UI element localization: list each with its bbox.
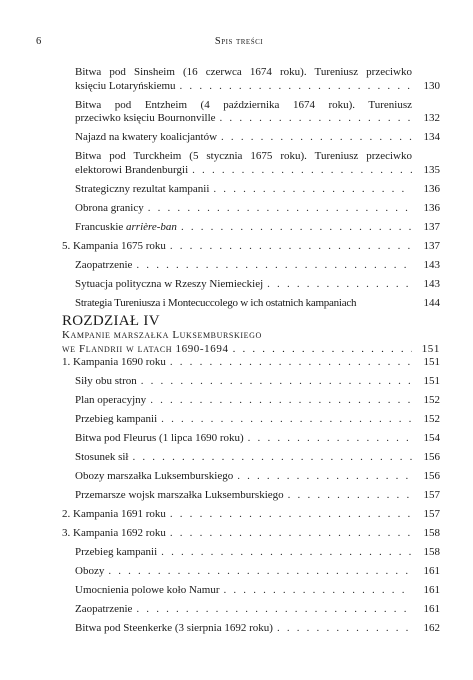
entry-title: Bitwa pod Steenkerke (3 sierpnia 1692 roku) xyxy=(75,622,273,634)
entry-title: 2. Kampania 1691 roku xyxy=(62,508,166,520)
toc-entry xyxy=(62,622,440,636)
toc-entry xyxy=(62,66,440,93)
running-title: Spis treści xyxy=(214,36,264,47)
page-ref: 130 xyxy=(423,79,440,92)
page-ref: 152 xyxy=(423,413,440,425)
leader-dots xyxy=(132,451,412,465)
toc-part-2 xyxy=(62,356,440,641)
entry-title: przeciwko księciu Bournonville xyxy=(75,112,216,124)
entry-title: Bitwa pod Fleurus (1 lipca 1690 roku) xyxy=(75,432,244,444)
toc-entry xyxy=(62,565,440,579)
page-ref: 157 xyxy=(423,489,440,501)
toc-entry xyxy=(62,99,440,126)
toc-entry xyxy=(62,584,440,598)
toc-entry xyxy=(62,470,440,484)
leader-dots xyxy=(136,259,412,273)
leader-dots xyxy=(161,413,412,427)
entry-title: Zaopatrzenie xyxy=(75,603,133,615)
toc-part-1 xyxy=(62,66,440,316)
leader-dots xyxy=(136,603,412,617)
leader-dots xyxy=(233,343,412,357)
entry-title: 1. Kampania 1690 roku xyxy=(62,356,166,368)
toc-entry xyxy=(62,508,440,522)
leader-dots xyxy=(170,240,412,254)
entry-title: Obrona granicy xyxy=(75,201,144,214)
leader-dots xyxy=(170,356,412,370)
toc-entry xyxy=(62,546,440,560)
leader-dots xyxy=(277,622,412,636)
entry-title-line-1: Bitwa pod Sinsheim (16 czerwca 1674 roku). Tureniusz przeciwko xyxy=(75,66,412,78)
leader-dots xyxy=(148,202,412,216)
entry-title: Najazd na kwatery koalicjantów xyxy=(75,131,218,143)
entry-title-line-1: Bitwa pod Entzheim (4 października 1674 roku). Tureniusz xyxy=(75,98,412,111)
page-ref: 136 xyxy=(423,201,440,214)
entry-title: Zaopatrzenie xyxy=(75,258,133,271)
toc-entry xyxy=(62,150,440,177)
leader-dots xyxy=(237,470,412,484)
leader-dots xyxy=(288,489,412,503)
toc-entry xyxy=(62,240,440,254)
toc-entry xyxy=(62,527,440,541)
toc-entry xyxy=(62,603,440,617)
entry-title: księciu Lotaryńskiemu xyxy=(75,79,176,92)
entry-title: Przemarsze wojsk marszałka Luksemburskiego xyxy=(75,489,284,501)
leader-dots xyxy=(161,546,412,560)
entry-title: Obozy marszałka Luksemburskiego xyxy=(75,470,234,482)
page-ref: 158 xyxy=(423,527,440,539)
toc-entry xyxy=(62,259,440,273)
page-ref: 151 xyxy=(421,342,440,355)
page-ref: 152 xyxy=(423,394,440,406)
leader-dots xyxy=(221,131,412,145)
entry-title: Sytuacja polityczna w Rzeszy Niemieckiej xyxy=(75,277,264,290)
toc-entry xyxy=(62,297,440,311)
toc-entry xyxy=(62,221,440,235)
leader-dots xyxy=(213,183,412,197)
page-ref: 158 xyxy=(423,546,440,558)
entry-title-italic: arrière-ban xyxy=(126,220,177,233)
entry-title: Obozy xyxy=(75,565,105,577)
leader-dots xyxy=(141,375,412,389)
toc-entry xyxy=(62,413,440,427)
entry-title-pre: Francuskie xyxy=(75,220,127,233)
entry-title: Plan operacyjny xyxy=(75,394,147,406)
toc-entry xyxy=(62,394,440,408)
page-ref: 137 xyxy=(423,239,440,252)
toc-entry xyxy=(62,432,440,446)
entry-title: Siły obu stron xyxy=(75,375,137,387)
entry-title: 5. Kampania 1675 roku xyxy=(62,239,166,252)
toc-entry xyxy=(62,451,440,465)
entry-title: 3. Kampania 1692 roku xyxy=(62,527,166,539)
leader-dots xyxy=(248,432,412,446)
chapter-subtitle-line-1: Kampanie marszałka Luksemburskiego xyxy=(62,329,262,341)
page-ref: 132 xyxy=(423,112,440,124)
leader-dots xyxy=(170,508,412,522)
entry-title-line-1: Bitwa pod Turckheim (5 stycznia 1675 roku). Tureniusz przeciwko xyxy=(75,150,412,162)
leader-dots xyxy=(108,565,412,579)
leader-dots xyxy=(224,584,413,598)
page-ref: 151 xyxy=(423,375,440,387)
toc-entry xyxy=(62,183,440,197)
chapter-title: ROZDZIAŁ IV xyxy=(62,313,160,329)
entry-title xyxy=(75,221,177,235)
page-ref: 156 xyxy=(423,451,440,463)
chapter-subtitle-text: we Flandrii w latach 1690-1694 xyxy=(62,342,229,355)
toc-entry xyxy=(62,375,440,389)
page-number: 6 xyxy=(36,36,42,47)
toc-entry xyxy=(62,131,440,145)
toc-entry xyxy=(62,356,440,370)
chapter-subtitle-line-2 xyxy=(62,343,440,357)
leader-dots xyxy=(181,221,412,235)
leader-dots xyxy=(170,527,412,541)
page-ref: 143 xyxy=(423,258,440,271)
leader-dots xyxy=(267,278,412,292)
entry-title: elektorowi Brandenburgii xyxy=(75,163,189,176)
page-ref: 136 xyxy=(423,182,440,195)
toc-entry xyxy=(62,489,440,503)
entry-title: Strategiczny rezultat kampanii xyxy=(75,182,210,195)
page-ref: 157 xyxy=(423,508,440,520)
toc-entry xyxy=(62,202,440,216)
entry-title: Umocnienia polowe koło Namur xyxy=(75,584,220,596)
leader-dots xyxy=(192,164,412,178)
entry-title: Przebieg kampanii xyxy=(75,546,158,558)
page-ref: 143 xyxy=(423,277,440,290)
page-ref: 156 xyxy=(423,470,440,482)
page-ref: 154 xyxy=(423,432,440,444)
entry-title: Strategia Tureniusza i Montecuccolego w ich ostatnich kampaniach xyxy=(75,296,357,309)
chapter-heading xyxy=(62,313,440,356)
leader-dots xyxy=(150,394,412,408)
page-ref: 135 xyxy=(423,163,440,176)
page-ref: 161 xyxy=(423,584,440,596)
page-ref: 161 xyxy=(423,603,440,615)
toc-entry xyxy=(62,278,440,292)
leader-dots xyxy=(180,80,412,94)
entry-title: Stosunek sił xyxy=(75,451,129,463)
page-ref: 144 xyxy=(423,296,440,309)
page-ref: 137 xyxy=(423,220,440,233)
page-ref: 162 xyxy=(423,622,440,634)
leader-dots xyxy=(220,112,412,126)
page-ref: 161 xyxy=(423,565,440,577)
page-ref: 151 xyxy=(423,356,440,368)
entry-title: Przebieg kampanii xyxy=(75,413,158,425)
page-ref: 134 xyxy=(423,131,440,143)
page-header xyxy=(36,36,442,50)
